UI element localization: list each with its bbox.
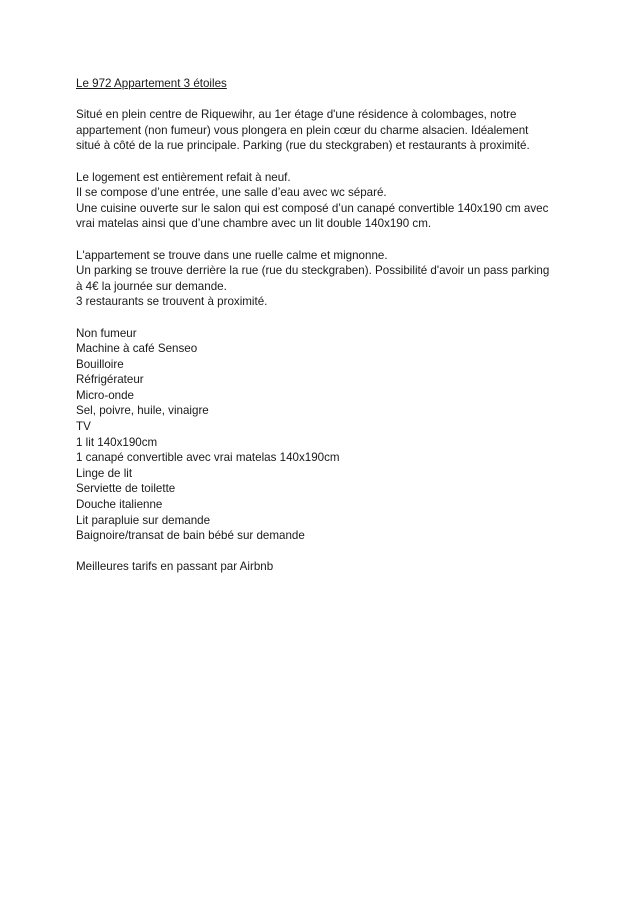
paragraph-line: appartement (non fumeur) vous plongera en plein cœur du charme alsacien. Idéalement <box>76 123 529 137</box>
list-item: Bouilloire <box>76 357 124 371</box>
list-item: Réfrigérateur <box>76 373 144 387</box>
paragraph-line: Il se compose d’une entrée, une salle d’eau avec wc séparé. <box>76 186 387 200</box>
location-paragraph <box>76 248 576 310</box>
list-item: Micro-onde <box>76 388 134 402</box>
list-item: Douche italienne <box>76 498 163 512</box>
paragraph-line: Situé en plein centre de Riquewihr, au 1er étage d'une résidence à colombages, notre <box>76 108 517 122</box>
list-item: Lit parapluie sur demande <box>76 513 211 527</box>
paragraph-line: 3 restaurants se trouvent à proximité. <box>76 295 268 309</box>
pricing-note: Meilleures tarifs en passant par Airbnb <box>76 560 274 574</box>
paragraph-line: Le logement est entièrement refait à neuf. <box>76 170 291 184</box>
list-item: 1 lit 140x190cm <box>76 435 158 449</box>
list-item: Sel, poivre, huile, vinaigre <box>76 404 209 418</box>
document-title: Le 972 Appartement 3 étoiles <box>76 77 227 90</box>
list-item: Non fumeur <box>76 326 137 340</box>
paragraph-line: vrai matelas ainsi que d’une chambre avec un lit double 140x190 cm. <box>76 217 432 231</box>
list-item: Serviette de toilette <box>76 482 176 496</box>
paragraph-line: situé à côté de la rue principale. Parking (rue du steckgraben) et restaurants à proximité. <box>76 139 530 153</box>
paragraph-line: L'appartement se trouve dans une ruelle calme et mignonne. <box>76 248 388 262</box>
list-item: Linge de lit <box>76 466 133 480</box>
intro-paragraph <box>76 107 576 154</box>
document-body <box>76 76 576 575</box>
accommodation-paragraph <box>76 170 576 232</box>
list-item: TV <box>76 420 91 434</box>
list-item: 1 canapé convertible avec vrai matelas 140x190cm <box>76 451 340 465</box>
paragraph-line: Un parking se trouve derrière la rue (rue du steckgraben). Possibilité d'avoir un pass parking <box>76 264 550 278</box>
amenities-list <box>76 326 576 544</box>
list-item: Baignoire/transat de bain bébé sur demande <box>76 529 305 543</box>
list-item: Machine à café Senseo <box>76 342 198 356</box>
paragraph-line: Une cuisine ouverte sur le salon qui est composé d’un canapé convertible 140x190 cm avec <box>76 201 549 215</box>
paragraph-line: à 4€ la journée sur demande. <box>76 279 227 293</box>
